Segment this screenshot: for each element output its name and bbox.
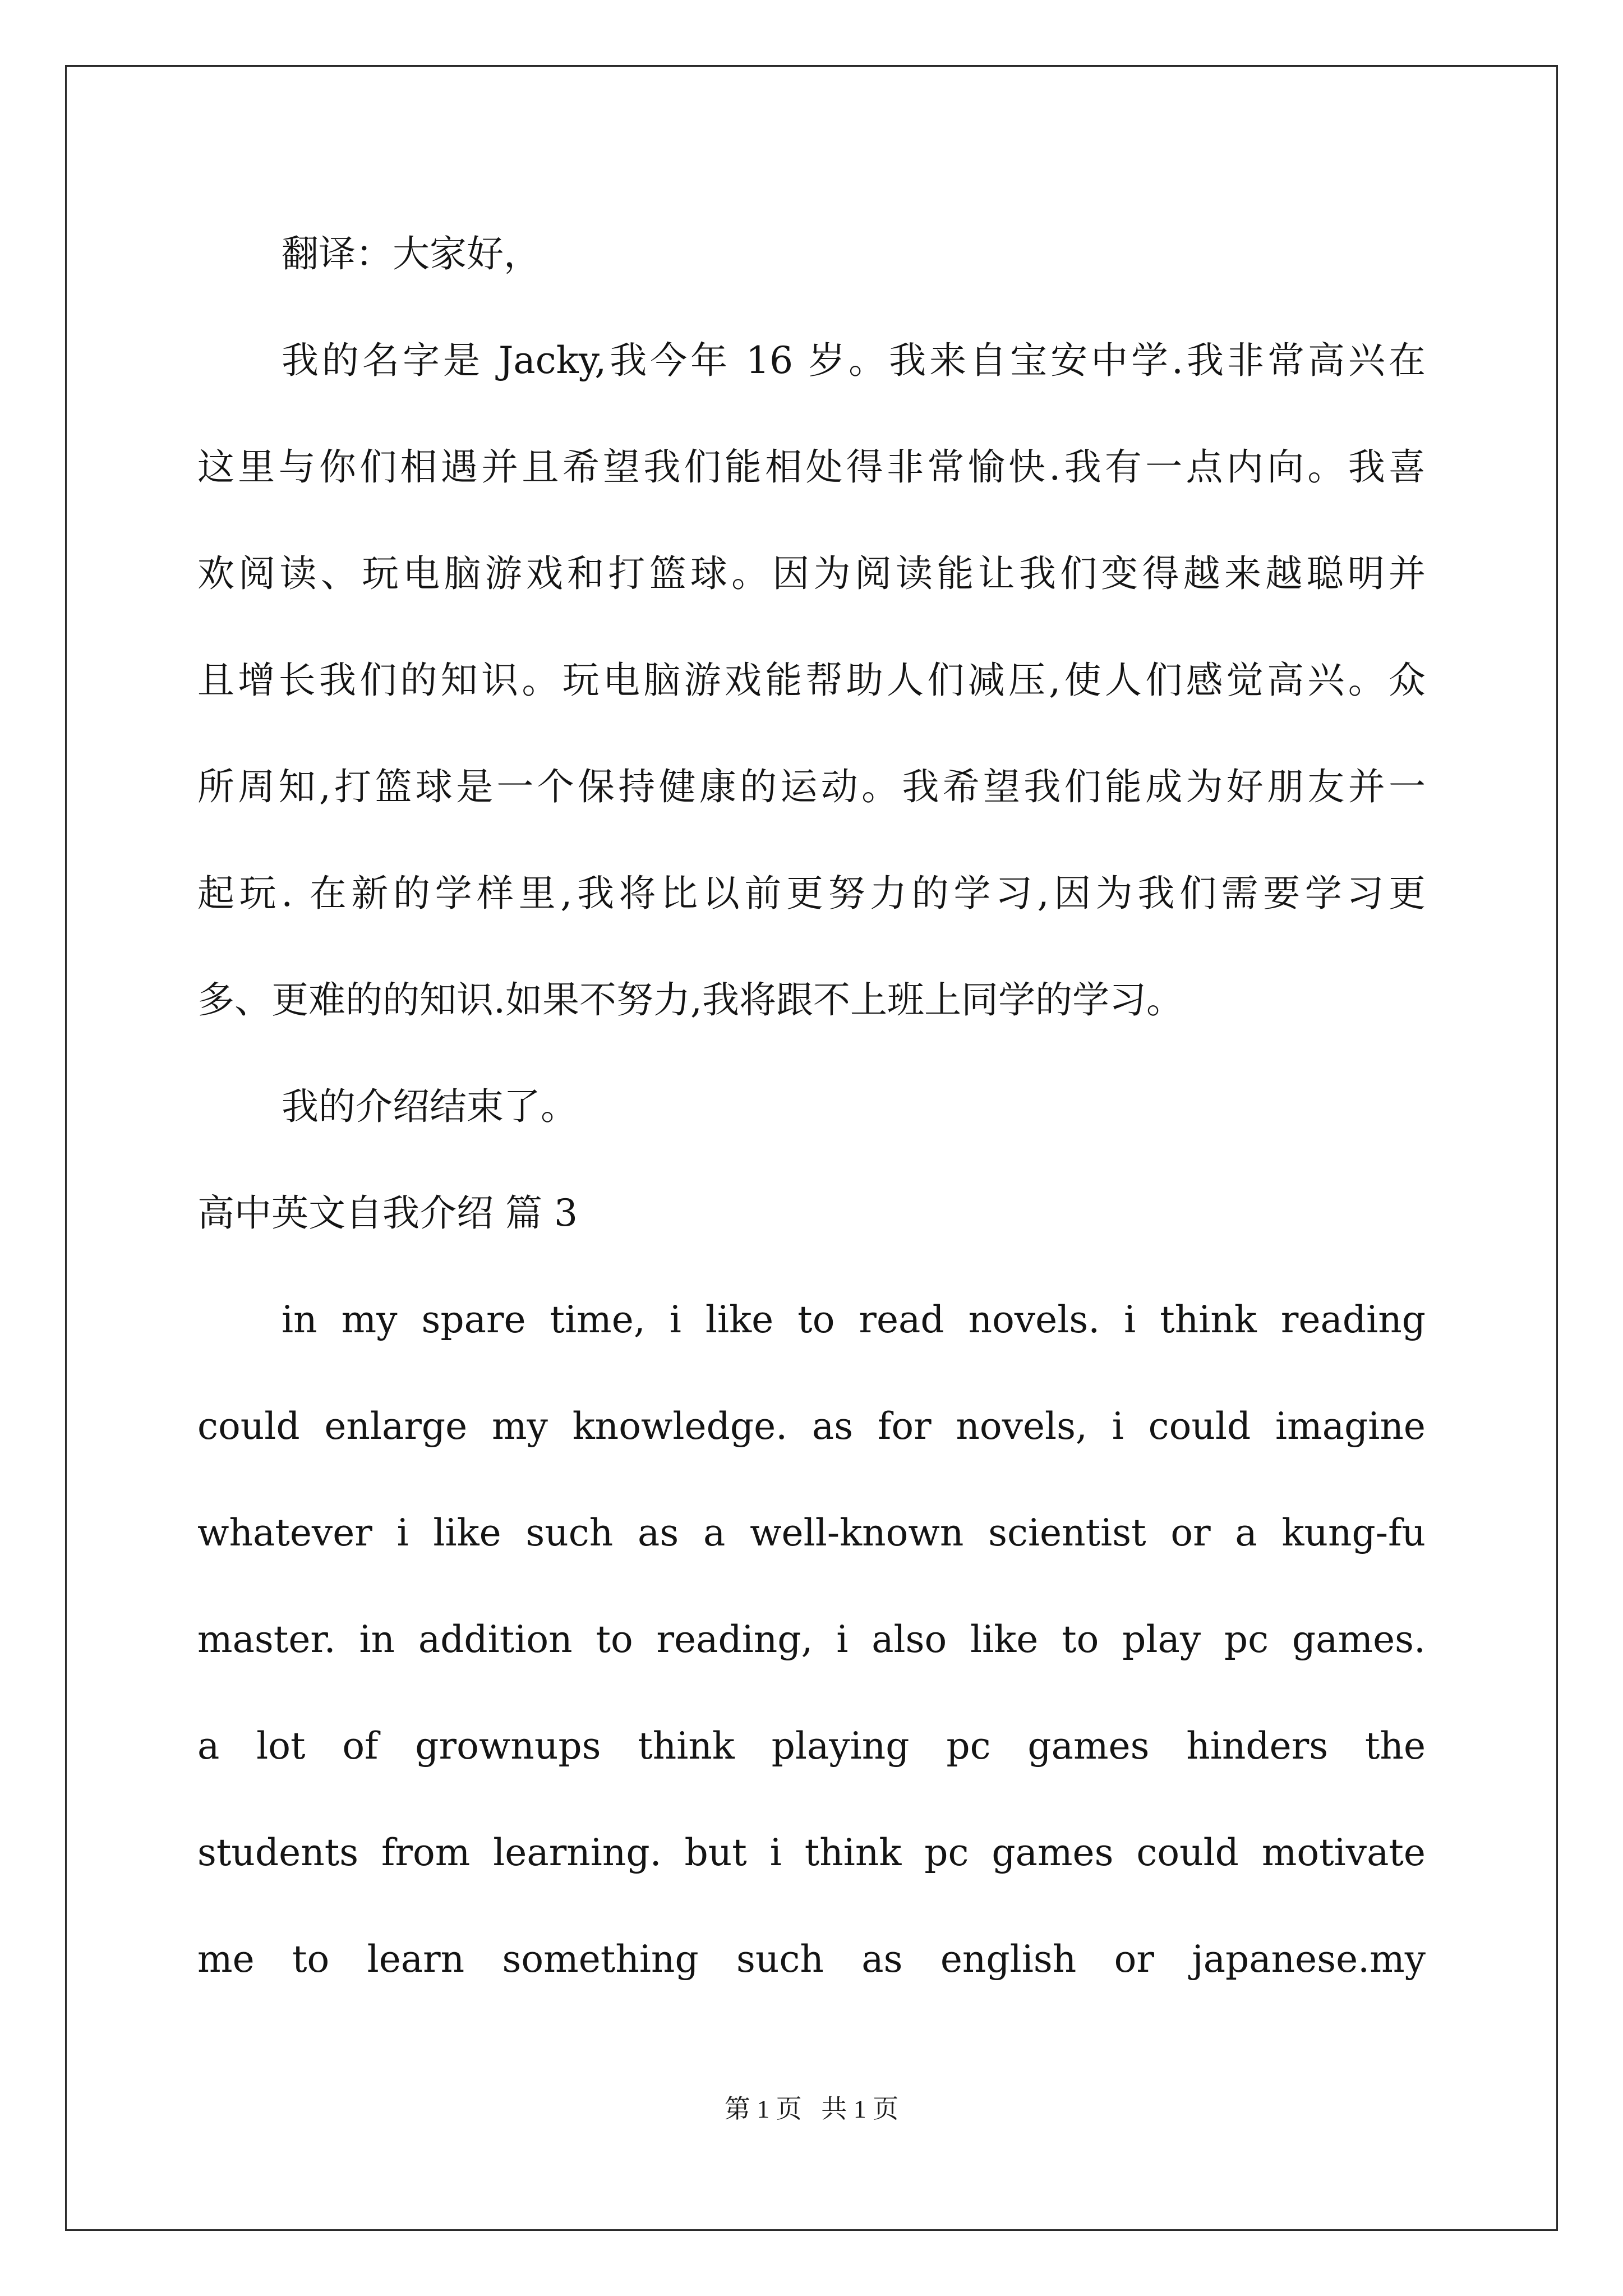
paragraph-cn-line: 所周知,打篮球是一个保持健康的运动。我希望我们能成为好朋友并一 [197,765,1426,808]
closing-line: 我的介绍结束了。 [282,1085,578,1128]
page-footer [0,2096,1623,2122]
paragraph-en-line: in my spare time, i like to read novels. i think reading [282,1298,1426,1341]
section-title: 高中英文自我介绍 篇 3 [197,1191,578,1235]
paragraph-cn-line: 且增长我们的知识。玩电脑游戏能帮助人们减压,使人们感觉高兴。众 [197,659,1426,702]
paragraph-en-line: whatever i like such as a well-known scientist or a kung-fu [197,1511,1426,1554]
paragraph-en-line: master. in addition to reading, i also like to play pc games. [197,1618,1426,1661]
paragraph-en-line: students from learning. but i think pc games could motivate [197,1831,1426,1874]
paragraph-cn-line: 起玩. 在新的学样里,我将比以前更努力的学习,因为我们需要学习更 [197,872,1426,915]
page-number-label: 第 1 页 共 1 页 [724,2095,899,2123]
paragraph-cn-line: 我的名字是 Jacky,我今年 16 岁。我来自宝安中学.我非常高兴在 [282,339,1426,382]
paragraph-cn-line: 这里与你们相遇并且希望我们能相处得非常愉快.我有一点内向。我喜 [197,445,1426,489]
page-border [65,65,1558,2231]
paragraph-en-line: a lot of grownups think playing pc games hinders the [197,1724,1426,1768]
paragraph-en-line: could enlarge my knowledge. as for novels, i could imagine [197,1405,1426,1448]
paragraph-cn-line: 欢阅读、玩电脑游戏和打篮球。因为阅读能让我们变得越来越聪明并 [197,552,1426,595]
paragraph-cn-line: 多、更难的的知识.如果不努力,我将跟不上班上同学的学习。 [197,978,1183,1022]
translation-heading: 翻译：大家好， [282,232,541,275]
paragraph-en-line: me to learn something such as english or japanese.my [197,1938,1426,1981]
